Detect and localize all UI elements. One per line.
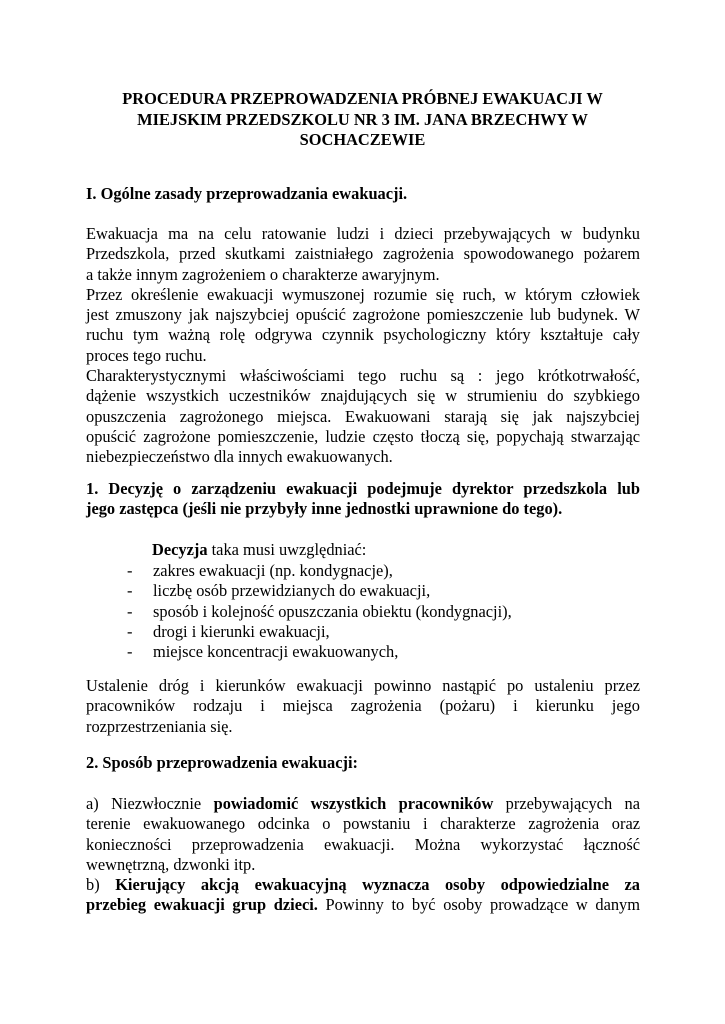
decision-intro	[152, 540, 366, 560]
text-line: dążenie wszystkich uczestników znajdujących się w strumieniu do szybkiego	[86, 386, 640, 406]
text-line: a) Niezwłocznie powiadomić wszystkich pracowników przebywających na	[86, 794, 640, 813]
decision-rest: taka musi uwzględniać:	[207, 540, 367, 559]
text-line: pracowników rodzaju i miejsca zagrożenia (pożaru) i kierunku jego	[86, 696, 640, 716]
text-line: 1. Decyzję o zarządzeniu ewakuacji podejmuje dyrektor przedszkola lub	[86, 479, 640, 498]
text-line: wewnętrzną, dzwonki itp.	[86, 854, 256, 874]
title-line: SOCHACZEWIE	[299, 130, 426, 149]
title-line: MIEJSKIM PRZEDSZKOLU NR 3 IM. JANA BRZECHWY W	[137, 109, 588, 129]
document-title	[100, 89, 625, 151]
decision-list	[127, 561, 512, 662]
text-line: Charakterystycznymi właściwościami tego ruchu są : jego krótkotrwałość,	[86, 366, 640, 386]
text-line: Przedszkola, przed skutkami zaistniałego zagrożenia spowodowanego pożarem	[86, 244, 640, 264]
text-line: przebieg ewakuacji grup dzieci. Powinny to być osoby prowadzące w danym	[86, 895, 641, 915]
text-line: jest zmuszony jak najszybciej opuścić zagrożone pomieszczenie lub budynek. W	[86, 305, 640, 325]
text-line: b) Kierujący akcją ewakuacyjną wyznacza osoby odpowiedzialne za	[86, 875, 640, 895]
text-line: Ustalenie dróg i kierunków ewakuacji powinno nastąpić po ustaleniu przez	[86, 676, 640, 695]
text-line: proces tego ruchu.	[86, 345, 207, 365]
section-heading: I. Ogólne zasady przeprowadzania ewakuacji.	[86, 184, 408, 203]
text-line: a także innym zagrożeniem o charakterze awaryjnym.	[86, 264, 440, 284]
decision-bold: Decyzja	[152, 540, 208, 559]
list-item: - liczbę osób przewidzianych do ewakuacji,	[127, 581, 431, 601]
paragraph-routes	[86, 676, 640, 737]
text-line: niebezpieczeństwo dla innych ewakuowanych.	[86, 447, 393, 467]
list-item: - miejsce koncentracji ewakuowanych,	[127, 642, 399, 662]
text-line: terenie ewakuowanego odcinka o powstaniu i charakterze zagrożenia oraz	[86, 814, 640, 834]
text-line: opuszczenia zagrożonego miejsca. Ewakuowani starają się jak najszybciej	[86, 406, 640, 426]
point1-heading	[86, 479, 640, 520]
text-line: Przez określenie ewakuacji wymuszonej rozumie się ruch, w którym człowiek	[86, 284, 640, 304]
text-line: opuścić zagrożone pomieszczenie, ludzie często tłoczą się, popychają stwarzając	[86, 426, 640, 446]
text-line: ruchu tym ważną rolę odgrywa czynnik psychologiczny który kształtuje cały	[86, 325, 640, 345]
point2-heading: 2. Sposób przeprowadzenia ewakuacji:	[86, 753, 358, 772]
title-line: PROCEDURA PRZEPROWADZENIA PRÓBNEJ EWAKUACJI W	[122, 89, 603, 108]
list-item: - zakres ewakuacji (np. kondygnacje),	[127, 561, 393, 580]
list-item: - drogi i kierunki ewakuacji,	[127, 621, 330, 641]
list-item: - sposób i kolejność opuszczania obiektu (kondygnacji),	[127, 601, 512, 621]
paragraph-a	[86, 794, 640, 916]
text-line: konieczności przeprowadzenia ewakuacji. Można wykorzystać łączność	[86, 834, 640, 854]
text-line: Ewakuacja ma na celu ratowanie ludzi i dzieci przebywających w budynku	[86, 224, 640, 243]
text-line: jego zastępca (jeśli nie przybyły inne jednostki uprawnione do tego).	[86, 499, 563, 519]
text-line: rozprzestrzeniania się.	[86, 716, 233, 736]
paragraph-evacuation-purpose	[86, 224, 640, 468]
